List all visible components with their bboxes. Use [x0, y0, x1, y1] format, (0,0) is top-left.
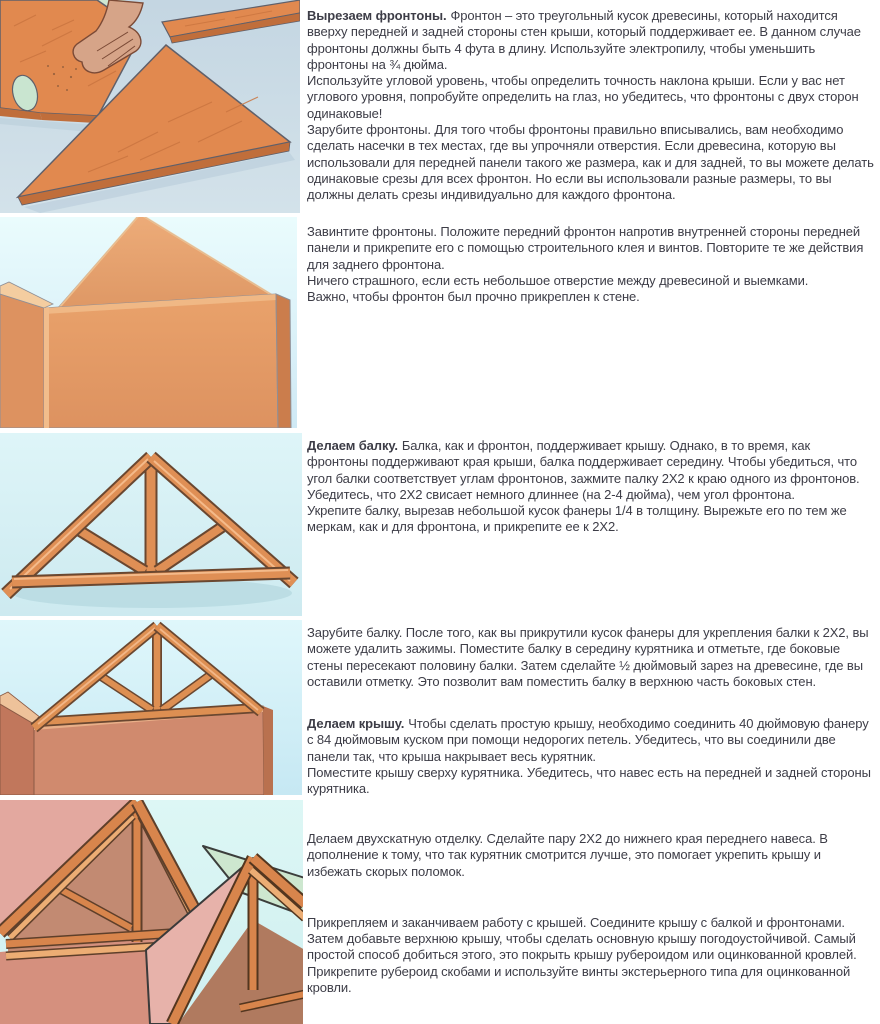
figure-step5 [0, 800, 303, 1024]
step-paragraph [307, 716, 874, 765]
paragraph-text: Делаем двухскатную отделку. Сделайте пару 2Х2 до нижнего края переднего навеса. В дополнение к тому, что так курятник смотрится лучше, это помогает укрепить крышу и избежать скорых поломок. [307, 831, 828, 879]
step4-text [307, 625, 874, 798]
step-paragraph [307, 73, 874, 122]
paragraph-text: Используйте угловой уровень, чтобы определить точность наклона крыши. Если у вас нет углового уровня, попробуйте определить на глаз, но убедитесь, что фронтоны с двух сторон одинаковые! [307, 73, 859, 121]
step-paragraph [307, 503, 874, 536]
truss-on-coop-illustration [0, 620, 302, 795]
paragraph-text: Фронтон – это треугольный кусок древесины, который находится вверху передней и задней стороны стен крыши, который поддерживает ее. В данном случае фронтоны должны быть 4 фута в длину. Используйте электропилу, чтобы уменьшить фронтоны на ¾ дюйма. [307, 8, 861, 72]
step5-text [307, 831, 874, 996]
figure-step2 [0, 217, 297, 428]
step-paragraph [307, 915, 874, 996]
paragraph-text: Чтобы сделать простую крышу, необходимо соединить 40 дюймовую фанеру с 84 дюймовым куском при помощи недорогих петель. Убедитесь, что вы соединили две панели так, что крыша накрывает весь курятник. [307, 716, 869, 764]
step-paragraph [307, 831, 874, 880]
step-paragraph [307, 8, 874, 73]
gable-cutting-illustration [0, 0, 300, 213]
paragraph-text: Зарубите фронтоны. Для того чтобы фронтоны правильно вписывались, вам необходимо сделать насечки в тех местах, где вы упрочняли отверстия. Если древесина, которую вы использовали для передней панели такого же размера, как и для задней, то вы можете делать одинаковые срезы для всех фронтон. Но если вы использовали разные размеры, то вы должны делать срезы индивидуально для каждого фронтона. [307, 122, 874, 203]
figure-step4 [0, 620, 302, 795]
paragraph-text: Завинтите фронтоны. Положите передний фронтон напротив внутренней стороны передней панели и прикрепите его с помощью строительного клея и винтов. Повторите те же действия для заднего фронтона. [307, 224, 864, 272]
step-paragraph [307, 438, 874, 503]
figure-step1 [0, 0, 300, 213]
gable-on-box-illustration [0, 217, 297, 428]
paragraph-text: Укрепите балку, вырезав небольшой кусок фанеры 1/4 в толщину. Вырежьте его по тем же меркам, как и для фронтона, и прикрепите ее к 2Х2. [307, 503, 847, 535]
paragraph-lead: Делаем крышу. [307, 716, 405, 732]
step-paragraph [307, 224, 874, 273]
paragraph-text: Прикрепляем и заканчиваем работу с крышей. Соедините крышу с балкой и фронтонами. Затем добавьте верхнюю крышу, чтобы сделать основную крышу погодоустойчивой. Самый простой способ добиться этого, это покрыть крышу рубероидом или оцинкованной кровлей. Прикрепите рубероид скобами и используйте винты экстерьерного типа для оцинкованной кровли. [307, 914, 857, 996]
paragraph-text: Зарубите балку. После того, как вы прикрутили кусок фанеры для укрепления балки к 2Х2, вы можете удалить зажимы. Поместите балку в середину курятника и отметьте, где боковые стены пересекают половину балки. Затем сделайте ½ дюймовый зарез на древесине, где вы оставили отметку. Это позволит вам поместить балку в верхнюю часть боковых стен. [307, 625, 869, 689]
step-paragraph [307, 122, 874, 203]
paragraph-lead: Делаем балку. [307, 438, 398, 453]
step1-text [307, 8, 874, 204]
paragraph-text: Важно, чтобы фронтон был прочно прикреплен к стене. [307, 289, 640, 305]
paragraph-text: Ничего страшного, если есть небольшое отверстие между древесиной и выемками. [307, 272, 809, 288]
step2-text [307, 224, 874, 305]
step-paragraph [307, 625, 874, 690]
step3-text [307, 438, 874, 536]
figure-step3 [0, 433, 302, 616]
paragraph-text: Балка, как и фронтон, поддерживает крышу. Однако, в то время, как фронтоны поддерживают края крыши, балка поддерживает середину. Чтобы убедиться, что угол балки соответствует углам фронтонов, зажмите палку 2Х2 к краю одного из фронтонов. Убедитесь, что 2Х2 свисает немного длиннее (на 2-4 дюйма), чем угол фронтона. [307, 438, 860, 502]
paragraph-lead: Вырезаем фронтоны. [307, 8, 447, 23]
step-paragraph [307, 273, 874, 289]
step-paragraph [307, 765, 874, 798]
step-paragraph [307, 289, 874, 305]
truss-illustration [0, 433, 302, 616]
coop-box [0, 282, 291, 428]
paragraph-text: Поместите крышу сверху курятника. Убедитесь, что навес есть на передней и задней стороны курятника. [307, 765, 871, 797]
roof-closeup-illustration [0, 800, 303, 1024]
